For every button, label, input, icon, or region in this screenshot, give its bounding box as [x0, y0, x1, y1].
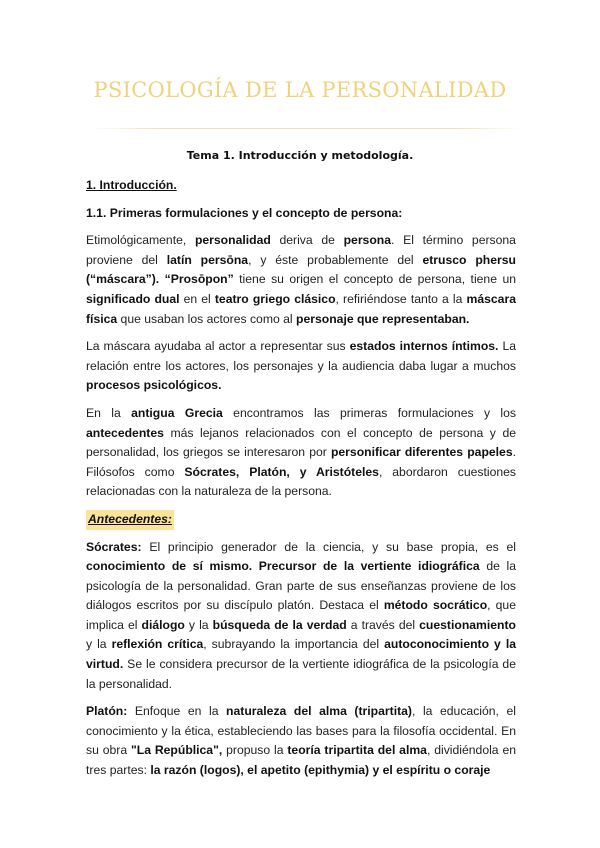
document-body [86, 176, 516, 789]
paragraph-greece: En la antigua Grecia encontramos las primeras formulaciones y los antecedentes más lejanos relacionados con el concepto de persona y de personalidad, los griegos se interesaron por personificar diferentes papeles. Filósofos como Sócrates, Platón, y Aristóteles, abordaron cuestiones relacionadas con la naturaleza de la persona. [86, 405, 517, 499]
document-title: PSICOLOGÍA DE LA PERSONALIDAD [93, 78, 507, 102]
paragraph-etymology: Etimológicamente, personalidad deriva de persona. El término persona proviene del latín persōna, y éste probablemente del etrusco phersu (“máscara”). “Prosōpon” tiene su origen el concepto de persona, tiene un significado dual en el teatro griego clásico, refiriéndose tanto a la máscara física que usaban los actores como al personaje que representaban. [86, 233, 517, 326]
title-divider [90, 128, 524, 129]
subsection-heading: 1.1. Primeras formulaciones y el concepto de persona: [86, 205, 403, 220]
section-heading: 1. Introducción. [86, 178, 177, 192]
antecedentes-label: Antecedentes: [86, 510, 174, 530]
paragraph-socrates: Sócrates: El principio generador de la ciencia, y su base propia, es el conocimiento de sí mismo. Precursor de la vertiente idiográfica de la psicología de la personalidad. Gran parte de sus enseñanzas proviene de los diálogos escritos por su discípulo platón. Destaca el método socrático, que implica el diálogo y la búsqueda de la verdad a través del cuestionamiento y la reflexión crítica, subrayando la importancia del autoconocimiento y la virtud. Se le considera precursor de la vertiente idiográfica de la psicología de la personalidad. [86, 539, 516, 691]
topic-subtitle: Tema 1. Introducción y metodología. [186, 149, 414, 162]
paragraph-mask: La máscara ayudaba al actor a representar sus estados internos íntimos. La relación entre los actores, los personajes y la audiencia daba lugar a muchos procesos psicológicos. [86, 339, 516, 393]
paragraph-platon: Platón: Enfoque en la naturaleza del alma (tripartita), la educación, el conocimiento y la ética, estableciendo las bases para la filosofía occidental. En su obra "La República", propuso la teoría tripartita del alma, dividiéndola en tres partes: la razón (logos), el apetito (epithymia) y el espíritu o coraje [86, 704, 517, 778]
